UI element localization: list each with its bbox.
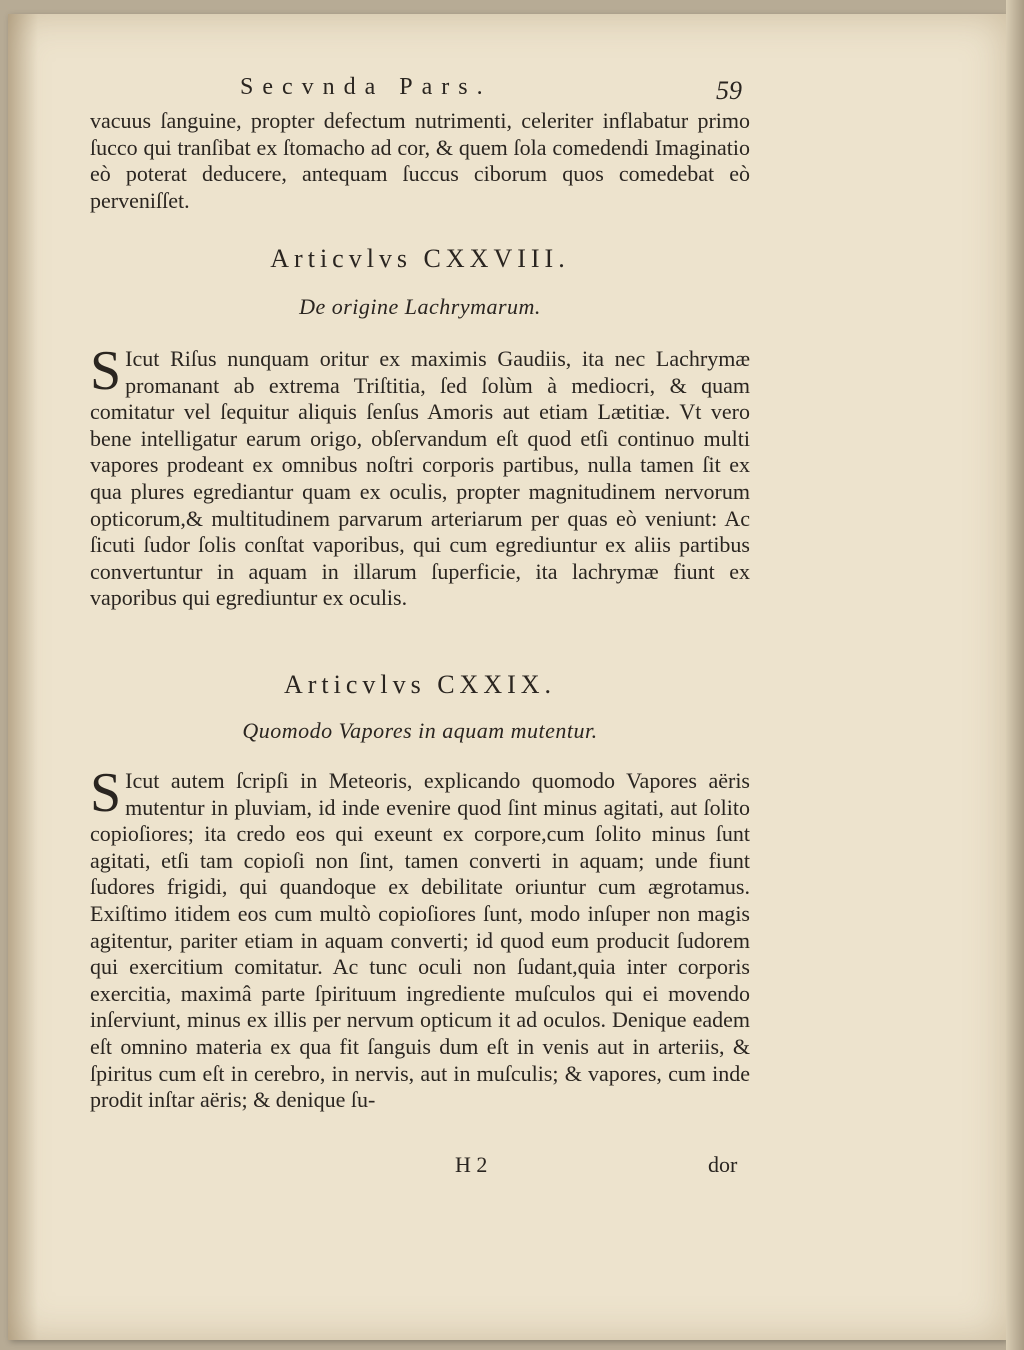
article-128-heading: Articvlvs CXXVIII. <box>270 244 570 273</box>
opening-paragraph: vacuus ſanguine, propter defectum nutrimenti, celeriter inflabatur primo ſucco qui tranſibat ex ſtomacho ad cor, & quem ſola comedendi Imaginatio eò poterat deducere, antequam ſuccus ciborum quos comedebat eò perveniſſet. <box>90 108 750 213</box>
article-129-heading: Articvlvs CXXIX. <box>283 670 557 699</box>
article-129-body <box>90 762 750 1114</box>
drop-cap: S <box>90 340 122 402</box>
article-128-text: Icut Riſus nunquam oritur ex maximis Gaudiis, ita nec Lachrymæ promanant ab extrema Triſtitia, ſed ſolùm à mediocri, & quam comitatur vel ſequitur aliquis ſenſus Amoris aut etiam Lætitiæ. Vt vero bene intelligatur earum origo, obſervandum eſt quod etſi continuo multi vapores prodeant ex omnibus noſtri corporis partibus, nulla tamen ſit ex qua plures egrediantur quam ex oculis, propter magnitudinem nervorum opticorum,& multitudinem parvarum arteriarum per quas eò veniunt: Ac ſicuti ſudor ſolis conſtat vaporibus, qui cum egrediuntur ex aliis partibus convertuntur in aquam in illarum ſuperficie, ita lachrymæ fiunt ex vaporibus qui egrediuntur ex oculis. <box>90 346 750 611</box>
page-number: 59 <box>716 76 742 105</box>
article-128-body <box>90 340 750 612</box>
running-head: Secvnda Pars. <box>240 74 492 100</box>
catchword: dor <box>708 1152 738 1177</box>
page-edge <box>1006 0 1024 1350</box>
article-129-text: Icut autem ſcripſi in Meteoris, explicando quomodo Vapores aëris mutentur in pluviam, id inde evenire quod ſint minus agitati, aut ſolito copioſiores; ita credo eos qui exeunt ex corpore,cum ſolito minus ſunt agitati, etſi tam copioſi non ſint, tamen converti in aquam; unde fiunt ſudores frigidi, qui quandoque ex debilitate oriuntur cum ægrotamus. Exiſtimo itidem eos cum multò copioſiores ſunt, modo inſuper non magis agitentur, pariter etiam in aquam converti; id quod eum producit ſudorem qui exercitium comitatur. Ac tunc oculi non ſudant,quia inter corporis exercitia, maximâ parte ſpirituum ingrediente muſculos qui ei movendo inſerviunt, minus ex illis per nervum opticum it ad oculos. Denique eadem eſt omnino materia ex qua fit ſanguis dum eſt in venis aut in arteriis, & ſpiritus cum eſt in cerebro, in nervis, aut in muſculis; & vapores, cum inde prodit inſtar aëris; & denique ſu- <box>90 768 750 1113</box>
article-128-subheading: De origine Lachrymarum. <box>299 294 541 319</box>
drop-cap: S <box>90 762 122 824</box>
signature-mark: H 2 <box>455 1152 488 1177</box>
article-129-subheading: Quomodo Vapores in aquam mutentur. <box>242 718 598 743</box>
